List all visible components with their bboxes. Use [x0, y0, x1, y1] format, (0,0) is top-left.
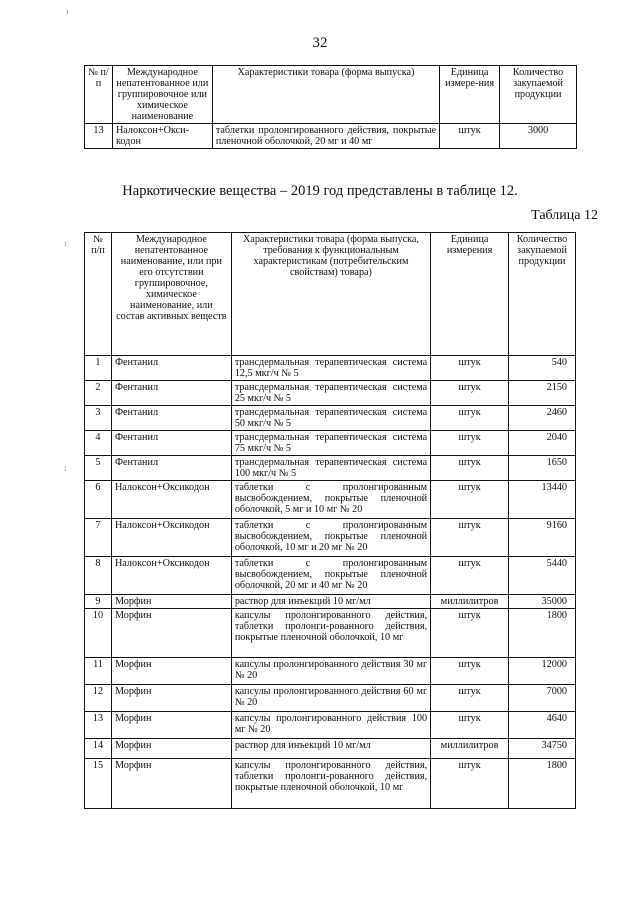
row-number: 6 — [85, 481, 112, 519]
table-row — [85, 431, 576, 456]
table-label: Таблица 12 — [531, 208, 598, 223]
quantity: 4640 — [509, 712, 576, 739]
quantity: 1800 — [509, 759, 576, 809]
unit: штук — [431, 456, 509, 481]
unit: штук — [431, 406, 509, 431]
table-row — [85, 759, 576, 809]
drug-name: Налоксон+Оксикодон — [111, 519, 231, 557]
table-caption: Наркотические вещества – 2019 год представлены в таблице 12. — [122, 183, 518, 199]
quantity: 7000 — [509, 685, 576, 712]
unit: штук — [431, 759, 509, 809]
header-cell: Единица измерения — [431, 233, 509, 356]
quantity: 34750 — [509, 739, 576, 759]
table-top — [84, 65, 577, 149]
header-cell: № п/п — [85, 66, 113, 124]
quantity: 2460 — [509, 406, 576, 431]
quantity: 3000 — [500, 124, 577, 149]
drug-name: Морфин — [111, 595, 231, 609]
drug-form: раствор для инъекций 10 мг/мл — [231, 739, 430, 759]
row-number: 13 — [85, 124, 113, 149]
row-number: 8 — [85, 557, 112, 595]
table-main — [84, 232, 576, 809]
drug-name: Фентанил — [111, 431, 231, 456]
drug-name: Морфин — [111, 712, 231, 739]
table-row — [85, 356, 576, 381]
drug-form: капсулы пролонгированного действия 60 мг № 20 — [231, 685, 430, 712]
drug-form: таблетки с пролонгированным высвобождением, покрытые пленочной оболочкой, 10 мг и 20 мг № 20 — [231, 519, 430, 557]
header-cell: № п/п — [85, 233, 112, 356]
row-number: 15 — [85, 759, 112, 809]
table-row — [85, 712, 576, 739]
drug-name: Налоксон+Оксикодон — [111, 481, 231, 519]
unit: штук — [431, 519, 509, 557]
table-main-header — [85, 233, 576, 356]
table-row — [85, 381, 576, 406]
table-row — [85, 595, 576, 609]
scan-mark: ı — [66, 6, 69, 16]
quantity: 1800 — [509, 609, 576, 658]
row-number: 2 — [85, 381, 112, 406]
quantity: 12000 — [509, 658, 576, 685]
row-number: 14 — [85, 739, 112, 759]
drug-form: трансдермальная терапевтическая система 25 мкг/ч № 5 — [231, 381, 430, 406]
drug-form: капсулы пролонгированного действия, таблетки пролонги-рованного действия, покрытые пленочной оболочкой, 10 мг — [231, 759, 430, 809]
drug-name: Налоксон+Оксикодон — [111, 557, 231, 595]
header-cell: Единица измере-ния — [440, 66, 500, 124]
unit: штук — [431, 356, 509, 381]
unit: штук — [431, 658, 509, 685]
drug-name: Фентанил — [111, 381, 231, 406]
unit: штук — [431, 381, 509, 406]
header-cell: Международное непатентованное наименование, или при его отсутствии группировочное, химическое наименование, или состав активных веществ — [111, 233, 231, 356]
scan-mark: ı — [64, 238, 67, 248]
quantity: 9160 — [509, 519, 576, 557]
unit: штук — [431, 557, 509, 595]
row-number: 10 — [85, 609, 112, 658]
quantity: 13440 — [509, 481, 576, 519]
row-number: 1 — [85, 356, 112, 381]
quantity: 35000 — [509, 595, 576, 609]
drug-form: таблетки с пролонгированным высвобождением, покрытые пленочной оболочкой, 5 мг и 10 мг № 20 — [231, 481, 430, 519]
header-cell: Количество закупаемой продукции — [509, 233, 576, 356]
table-row — [85, 739, 576, 759]
row-number: 7 — [85, 519, 112, 557]
unit: штук — [440, 124, 500, 149]
unit: штук — [431, 712, 509, 739]
table-row — [85, 557, 576, 595]
table-row — [85, 519, 576, 557]
row-number: 9 — [85, 595, 112, 609]
scan-mark: ı — [64, 463, 67, 473]
drug-form: раствор для инъекций 10 мг/мл — [231, 595, 430, 609]
table-row — [85, 685, 576, 712]
drug-form: капсулы пролонгированного действия 100 мг № 20 — [231, 712, 430, 739]
table-row — [85, 406, 576, 431]
unit: миллилитров — [431, 739, 509, 759]
drug-form: таблетки с пролонгированным высвобождением, покрытые пленочной оболочкой, 20 мг и 40 мг № 20 — [231, 557, 430, 595]
drug-name: Морфин — [111, 759, 231, 809]
drug-name: Фентанил — [111, 406, 231, 431]
drug-form: трансдермальная терапевтическая система 12,5 мкг/ч № 5 — [231, 356, 430, 381]
drug-form: таблетки пролонгированного действия, покрытые пленочной оболочкой, 20 мг и 40 мг — [212, 124, 439, 149]
unit: штук — [431, 685, 509, 712]
quantity: 540 — [509, 356, 576, 381]
drug-name: Налоксон+Окси-кодон — [112, 124, 212, 149]
drug-name: Морфин — [111, 609, 231, 658]
drug-name: Морфин — [111, 658, 231, 685]
drug-name: Фентанил — [111, 356, 231, 381]
header-cell: Международное непатентованное или группировочное или химическое наименование — [112, 66, 212, 124]
row-number: 5 — [85, 456, 112, 481]
table-row — [85, 481, 576, 519]
quantity: 5440 — [509, 557, 576, 595]
row-number: 11 — [85, 658, 112, 685]
drug-form: трансдермальная терапевтическая система 50 мкг/ч № 5 — [231, 406, 430, 431]
drug-form: капсулы пролонгированного действия 30 мг № 20 — [231, 658, 430, 685]
quantity: 2040 — [509, 431, 576, 456]
drug-form: трансдермальная терапевтическая система 100 мкг/ч № 5 — [231, 456, 430, 481]
row-number: 13 — [85, 712, 112, 739]
drug-name: Фентанил — [111, 456, 231, 481]
quantity: 1650 — [509, 456, 576, 481]
page-number: 32 — [312, 35, 328, 51]
row-number: 12 — [85, 685, 112, 712]
unit: штук — [431, 431, 509, 456]
unit: миллилитров — [431, 595, 509, 609]
drug-name: Морфин — [111, 739, 231, 759]
table-top-header — [85, 66, 577, 124]
unit: штук — [431, 609, 509, 658]
table-row — [85, 609, 576, 658]
table-row — [85, 124, 577, 149]
header-cell: Характеристики товара (форма выпуска) — [212, 66, 439, 124]
drug-form: трансдермальная терапевтическая система 75 мкг/ч № 5 — [231, 431, 430, 456]
table-row — [85, 456, 576, 481]
header-cell: Количество закупаемой продукции — [500, 66, 577, 124]
header-cell: Характеристики товара (форма выпуска, требования к функциональным характеристикам (потребительским свойствам) товара) — [231, 233, 430, 356]
quantity: 2150 — [509, 381, 576, 406]
drug-name: Морфин — [111, 685, 231, 712]
row-number: 3 — [85, 406, 112, 431]
drug-form: капсулы пролонгированного действия, таблетки пролонги-рованного действия, покрытые пленочной оболочкой, 10 мг — [231, 609, 430, 658]
unit: штук — [431, 481, 509, 519]
table-row — [85, 658, 576, 685]
row-number: 4 — [85, 431, 112, 456]
